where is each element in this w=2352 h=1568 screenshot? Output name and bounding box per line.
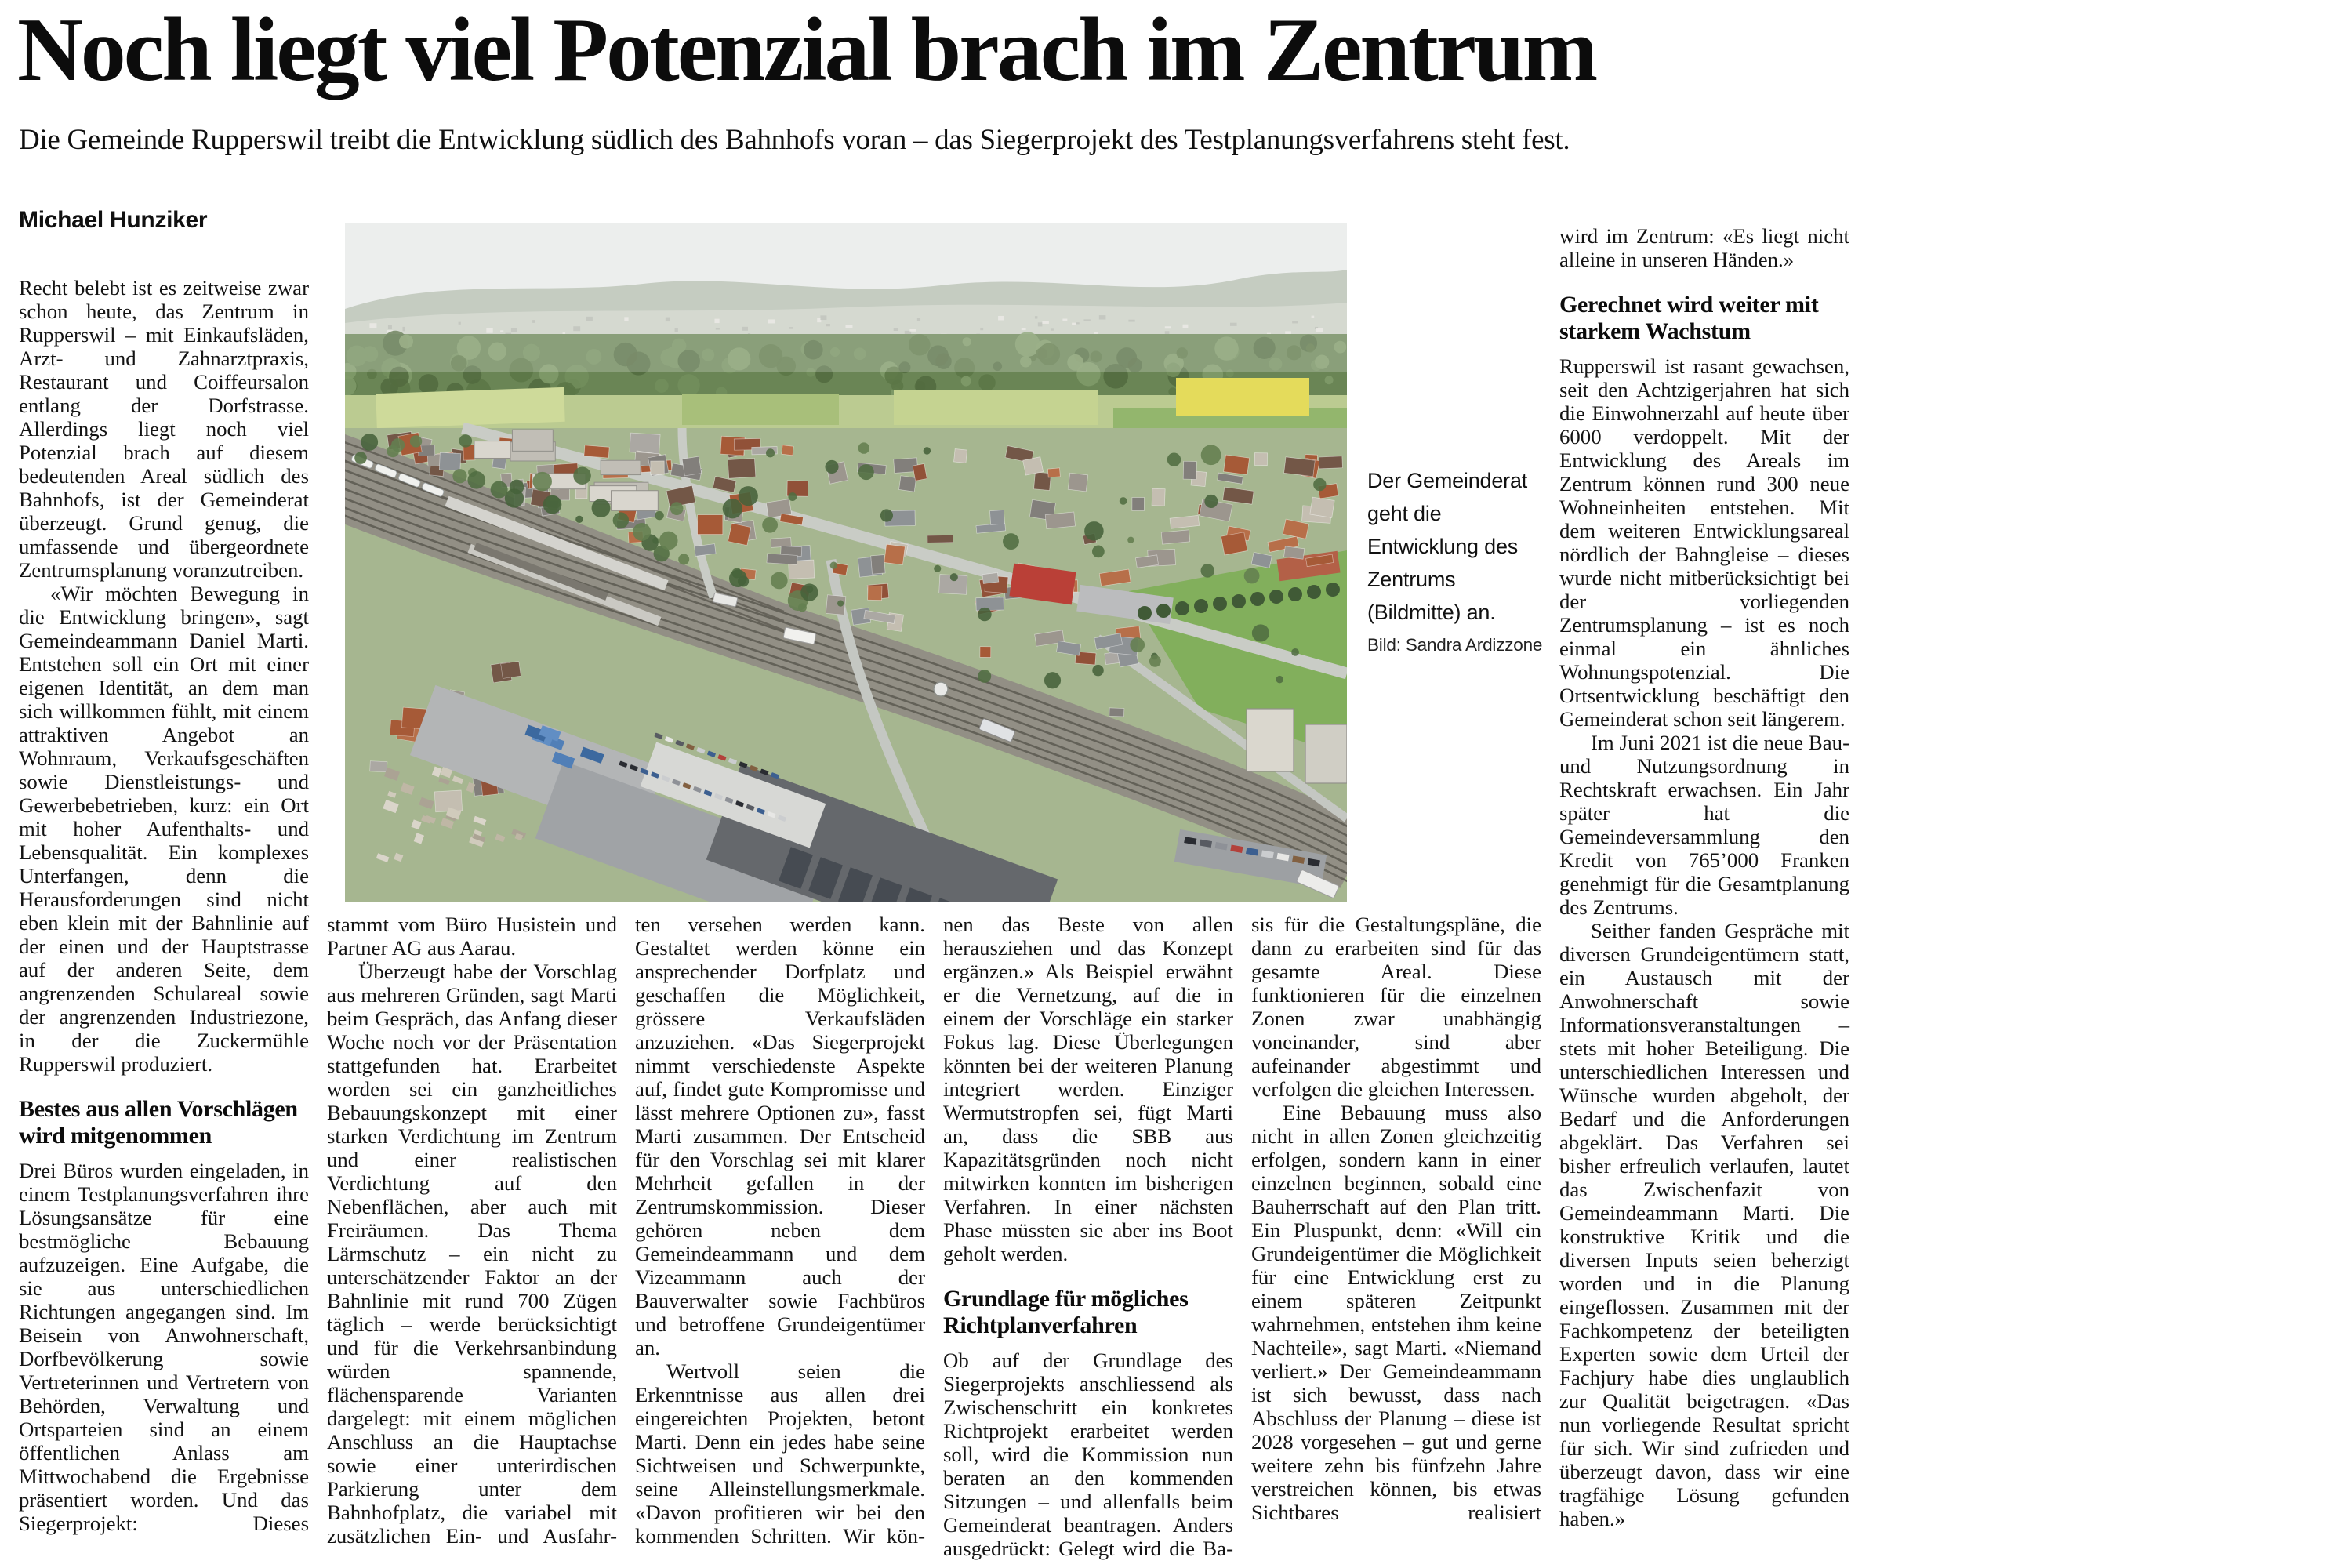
article-paragraph: sis für die Gestaltungspläne, die dann zu erarbeiten sind für das gesamte Areal. Diese funktionieren für die einzelnen Zonen zwar unabhängig voneinander, sind aber aufeinander abgestimmt und verfolgen die gleichen Interessen. [1251,913,1541,1101]
article-paragraph: Drei Büros wurden eingeladen, in einem Testplanungsverfahren ihre Lösungsansätze für eine bestmögliche Bebauung aufzuzeigen. Eine Aufgabe, die sie aus unterschiedlichen Richtungen angegangen sind. Im Beisein von Anwohnerschaft, Dorfbevölkerung sowie Vertreterinnen und Vertretern von Behörden, Verwaltung und Ortsparteien sind an einem öffentlichen Anlass am Mittwochabend die Ergebnisse präsentiert worden. Und das Siegerprojekt: Dieses [19,1159,309,1535]
photo-caption-text: Der Gemeinderat geht die Entwicklung des Zentrums (Bildmitte) an. [1367,469,1528,624]
article-paragraph: Seither fanden Gespräche mit diversen Grundeigentümern statt, ein Austausch mit der Anwohnerschaft sowie Informationsveranstaltungen – stets mit hoher Beteiligung. Die unterschiedlichen Interessen und Wünsche wurden abgeholt, der Bedarf und die Anforderungen abgeklärt. Das Verfahren sei bisher erfreulich verlaufen, lautet das Zwischenfazit von Gemeindeammann Marti. Die konstruktive Kritik und die diversen Inputs seien beherzigt worden und in die Planung eingeflossen. Zusammen mit der Fachkompetenz der beteiligten Experten sowie dem Urteil der Fachjury habe dies unglaublich zur Qualität beigetragen. «Das nun vorliegende Resultat spricht für sich. Wir sind zufrieden und überzeugt davon, dass wir eine tragfähige Lösung gefunden haben.» [1559,919,1849,1530]
aerial-photo [345,223,1347,902]
article-byline: Michael Hunziker [19,207,208,233]
article-paragraph: Wertvoll seien die Erkenntnisse aus allen drei eingereichten Projekten, betont Marti. Denn ein jedes habe seine Sichtweisen und Schwerpunkte, seine Alleinstellungsmerkmale. «Davon profitieren wir bei den kommenden Schritten. Wir kön- [635,1359,925,1548]
article-paragraph: stammt vom Büro Husistein und Partner AG aus Aarau. [327,913,617,960]
aerial-photo-svg [345,223,1347,902]
column-3 [635,913,925,1568]
column-5 [1251,913,1541,1568]
column-1 [19,276,309,1568]
section-subhead: Gerechnet wird weiter mit starkem Wachstum [1559,292,1819,344]
article-paragraph: wird im Zentrum: «Es liegt nicht alleine in unseren Händen.» [1559,224,1849,271]
section-subhead: Grundlage für mögliches Richtplanverfahren [943,1286,1189,1338]
photo-credit: Bild: Sandra Ardizzone [1367,635,1543,655]
article-paragraph: Eine Bebauung muss also nicht in allen Zonen gleichzeitig erfolgen, sondern kann in einer einzelnen beginnen, sobald eine Bauherrschaft auf den Plan tritt. Ein Pluspunkt, denn: «Will ein Grundeigentümer die Möglichkeit für eine Entwicklung erst zu einem späteren Zeitpunkt wahrnehmen, entstehen ihm keine Nachteile», sagt Marti. «Niemand verliert.» Der Gemeindeammann ist sich bewusst, dass nach Abschluss der Planung – diese ist 2028 vorgesehen – gut und gerne weitere zehn bis fünfzehn Jahre verstreichen können, bis etwas Sichtbares realisiert [1251,1101,1541,1524]
photo-caption [1367,464,1549,655]
article-paragraph: Ob auf der Grundlage des Siegerprojekts anschliessend als Zwischenschritt ein konkretes Richtprojekt erarbeitet werden soll, wird die Kommission nun beraten an den kommenden Sitzungen – und allenfalls beim Gemeinderat beantragen. Anders ausgedrückt: Gelegt wird die Ba- [943,1348,1233,1560]
column-2 [327,913,617,1568]
section-subhead: Bestes aus allen Vorschlägen wird mitgenommen [19,1096,298,1149]
article-headline: Noch liegt viel Potenzial brach im Zentrum [17,0,1596,100]
column-6 [1559,224,1849,1568]
article-paragraph: Recht belebt ist es zeitweise zwar schon heute, das Zentrum in Rupperswil – mit Einkaufsläden, Arzt- und Zahnarztpraxis, Restaurant und Coiffeursalon entlang der Dorfstrasse. Allerdings liegt noch viel Potenzial brach auf diesem bedeutenden Areal südlich des Bahnhofs, ist der Gemeinderat überzeugt. Grund genug, die umfassende und übergeordnete Zentrumsplanung voranzutreiben. [19,276,309,582]
article-lede: Die Gemeinde Rupperswil treibt die Entwicklung südlich des Bahnhofs voran – das Siegerprojekt des Testplanungsverfahrens steht fest. [19,124,1570,156]
article-paragraph: ten versehen werden kann. Gestaltet werden könne ein ansprechender Dorfplatz und geschaffen die Möglichkeit, grössere Verkaufsläden anzuziehen. «Das Siegerprojekt nimmt verschiedenste Aspekte auf, findet gute Kompromisse und lässt mehrere Optionen zu», fasst Marti zusammen. Der Entscheid für den Vorschlag sei mit klarer Mehrheit gefallen in der Zentrumskommission. Dieser gehören neben dem Gemeindeammann und dem Vizeammann auch der Bauverwalter sowie Fachbüros und betroffene Grundeigentümer an. [635,913,925,1359]
article-paragraph: Rupperswil ist rasant gewachsen, seit den Achtzigerjahren hat sich die Einwohnerzahl auf heute über 6000 verdoppelt. Mit der Entwicklung des Areals im Zentrum können rund 300 neue Wohneinheiten entstehen. Mit dem weiteren Entwicklungsareal nördlich der Bahngleise – dieses wurde nicht mitberücksichtigt bei der vorliegenden Zentrumsplanung – ist es noch einmal ein ähnliches Wohnungspotenzial. Die Ortsentwicklung beschäftigt den Gemeinderat schon seit längerem. [1559,354,1849,731]
article-paragraph: Im Juni 2021 ist die neue Bau- und Nutzungsordnung in Rechtskraft erwachsen. Ein Jahr später hat die Gemeindeversammlung den Kredit von 765’000 Franken genehmigt für die Gesamtplanung des Zentrums. [1559,731,1849,919]
article-paragraph: «Wir möchten Bewegung in die Entwicklung bringen», sagt Gemeindeammann Daniel Marti. Entstehen soll ein Ort mit einer eigenen Identität, an dem man sich willkommen fühlt, mit einem attraktiven Angebot an Wohnraum, Verkaufsgeschäften sowie Dienstleistungs- und Gewerbebetrieben, kurz: ein Ort mit hoher Aufenthalts- und Lebensqualität. Ein komplexes Unterfangen, denn die Herausforderungen sind nicht eben klein mit der Bahnlinie auf der einen und der Hauptstrasse auf der anderen Seite, dem angrenzenden Schulareal sowie der angrenzenden Industriezone, in der die Zuckermühle Rupperswil produziert. [19,582,309,1076]
article-paragraph: nen das Beste von allen herausziehen und das Konzept ergänzen.» Als Beispiel erwähnt er die Vernetzung, auf die in einem der Vorschläge ein starker Fokus lag. Diese Überlegungen könnten bei der weiteren Planung integriert werden. Einziger Wermutstropfen sei, fügt Marti an, dass die SBB aus Kapazitätsgründen noch nicht mitwirken konnten im bisherigen Verfahren. In einer nächsten Phase müssten sie aber ins Boot geholt werden. [943,913,1233,1265]
column-4 [943,913,1233,1568]
article-paragraph: Überzeugt habe der Vorschlag aus mehreren Gründen, sagt Marti beim Gespräch, das Anfang dieser Woche noch vor der Präsentation stattgefunden hat. Erarbeitet worden sei ein ganzheitliches Bebauungskonzept mit einer starken Verdichtung im Zentrum und einer realistischen Verdichtung auf den Nebenflächen, aber auch mit Freiräumen. Das Thema Lärmschutz – ein nicht zu unterschätzender Faktor an der Bahnlinie mit rund 700 Zügen täglich – werde berücksichtigt und für die Verkehrsanbindung würden spannende, flächensparende Varianten dargelegt: mit einem möglichen Anschluss an die Hauptachse sowie einer unterirdischen Parkierung unter dem Bahnhofplatz, die variabel mit zusätzlichen Ein- und Ausfahr- [327,960,617,1548]
